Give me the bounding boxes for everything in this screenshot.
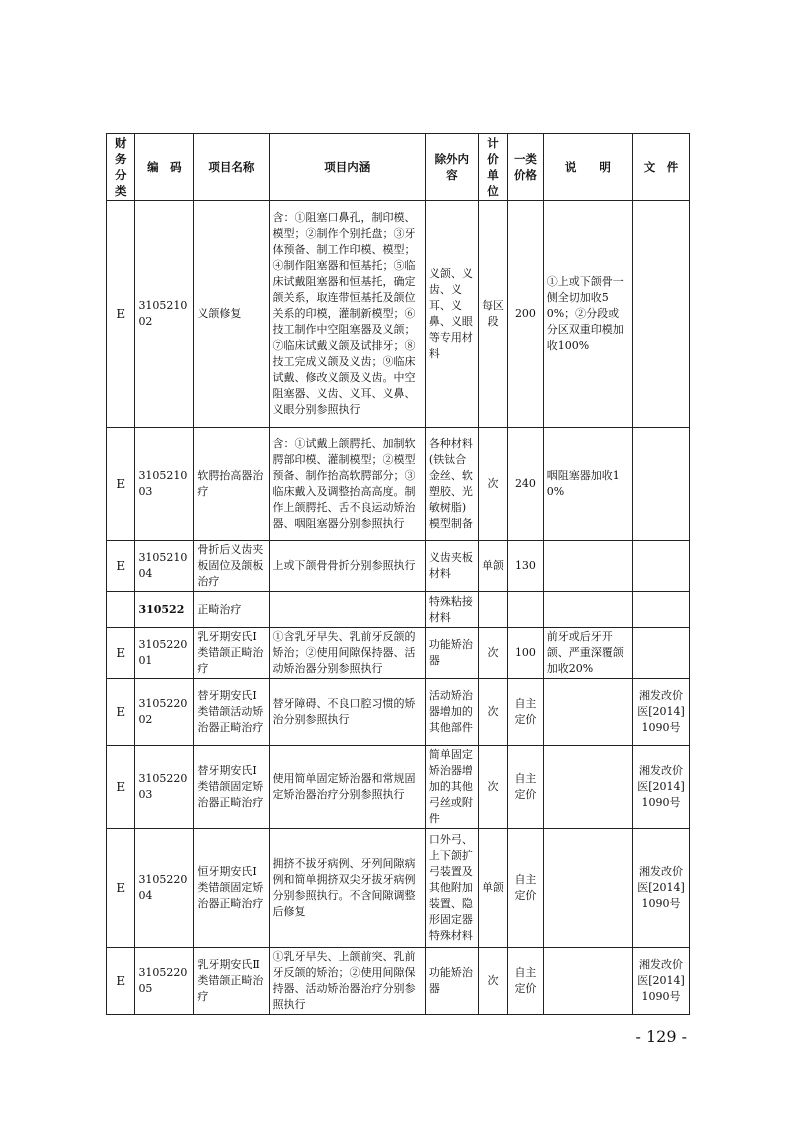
header-excl: 除外内容 (425, 134, 478, 201)
cell-content: 含：①阻塞口鼻孔，制印模、模型；②制作个别托盘；③牙体预备、制工作印模、模型；④制作阻塞器和恒基托；⑤临床试戴阻塞器和恒基托，确定颌关系，取连带恒基托及颌位关系的印模，灌制新模型；⑥技工制作中空阻塞器及义颌；⑦临床试戴义颌及试排牙；⑧技工完成义颌及义齿；⑨临床试戴、修改义颌及义齿。中空阻塞器、义齿、义耳、义鼻、义眼分别参照执行 (269, 201, 425, 428)
cell-price: 130 (508, 541, 544, 592)
cell-price: 自主定价 (508, 948, 544, 1015)
cell-price: 自主定价 (508, 746, 544, 829)
cell-excl: 特殊粘接材料 (425, 592, 478, 628)
header-unit: 计价单位 (478, 134, 507, 201)
header-price: 一类价格 (508, 134, 544, 201)
table-row (107, 201, 690, 428)
cell-doc (633, 201, 690, 428)
cell-content: 替牙障碍、不良口腔习惯的矫治分别参照执行 (269, 679, 425, 746)
cell-cat: E (107, 679, 135, 746)
cell-doc: 湘发改价医[2014]1090号 (633, 829, 690, 948)
cell-doc (633, 541, 690, 592)
cell-cat: E (107, 428, 135, 541)
cell-name: 骨折后义齿夹板固位及颌板治疗 (194, 541, 269, 592)
cell-excl: 各种材料(铁钛合金丝、软塑胶、光敏树脂)模型制备 (425, 428, 478, 541)
cell-excl: 功能矫治器 (425, 628, 478, 679)
page-number: - 129 - (635, 1027, 687, 1046)
cell-unit: 每区段 (478, 201, 507, 428)
cell-code: 310521003 (135, 428, 194, 541)
cell-excl: 活动矫治器增加的其他部件 (425, 679, 478, 746)
cell-note (543, 948, 632, 1015)
cell-unit: 次 (478, 948, 507, 1015)
table-row (107, 541, 690, 592)
header-code: 编 码 (135, 134, 194, 201)
cell-note (543, 746, 632, 829)
header-doc: 文 件 (633, 134, 690, 201)
cell-doc: 湘发改价医[2014]1090号 (633, 746, 690, 829)
cell-price: 自主定价 (508, 829, 544, 948)
cell-doc (633, 592, 690, 628)
cell-code: 310522 (135, 592, 194, 628)
cell-excl: 义齿夹板材料 (425, 541, 478, 592)
cell-unit: 次 (478, 746, 507, 829)
table-row (107, 592, 690, 628)
cell-cat: E (107, 948, 135, 1015)
cell-cat: E (107, 628, 135, 679)
header-cat: 财务分类 (107, 134, 135, 201)
cell-unit: 次 (478, 628, 507, 679)
header-note: 说 明 (543, 134, 632, 201)
cell-code: 310522001 (135, 628, 194, 679)
cell-excl: 功能矫治器 (425, 948, 478, 1015)
cell-note (543, 541, 632, 592)
cell-name: 软腭抬高器治疗 (194, 428, 269, 541)
header-content: 项目内涵 (269, 134, 425, 201)
cell-name: 乳牙期安氏Ⅰ类错颌正畸治疗 (194, 628, 269, 679)
cell-price (508, 592, 544, 628)
cell-price: 自主定价 (508, 679, 544, 746)
cell-name: 替牙期安氏Ⅰ类错颌固定矫治器正畸治疗 (194, 746, 269, 829)
table-row (107, 428, 690, 541)
cell-name: 恒牙期安氏Ⅰ类错颌固定矫治器正畸治疗 (194, 829, 269, 948)
cell-content: 含：①试戴上颌腭托、加制软腭部印模、灌制模型；②模型预备、制作抬高软腭部分；③临床戴入及调整抬高高度。制作上颌腭托、舌不良运动矫治器、咽阻塞器分别参照执行 (269, 428, 425, 541)
cell-note: 前牙或后牙开颌、严重深覆颌加收20% (543, 628, 632, 679)
cell-excl: 口外弓、上下颌扩弓装置及其他附加装置、隐形固定器特殊材料 (425, 829, 478, 948)
cell-code: 310521004 (135, 541, 194, 592)
cell-content: 上或下颌骨骨折分别参照执行 (269, 541, 425, 592)
cell-note (543, 829, 632, 948)
cell-unit (478, 592, 507, 628)
header-name: 项目名称 (194, 134, 269, 201)
table-row (107, 628, 690, 679)
cell-unit: 次 (478, 679, 507, 746)
cell-note (543, 679, 632, 746)
cell-content: ①乳牙早失、上颌前突、乳前牙反颌的矫治；②使用间隙保持器、活动矫治器治疗分别参照执行 (269, 948, 425, 1015)
cell-name: 替牙期安氏Ⅰ类错颌活动矫治器正畸治疗 (194, 679, 269, 746)
cell-name: 正畸治疗 (194, 592, 269, 628)
cell-name: 义颌修复 (194, 201, 269, 428)
fee-table (106, 133, 690, 1015)
cell-content: 使用简单固定矫治器和常规固定矫治器治疗分别参照执行 (269, 746, 425, 829)
cell-price: 240 (508, 428, 544, 541)
cell-doc: 湘发改价医[2014]1090号 (633, 679, 690, 746)
cell-unit: 次 (478, 428, 507, 541)
cell-unit: 单颌 (478, 829, 507, 948)
cell-code: 310522002 (135, 679, 194, 746)
cell-price: 100 (508, 628, 544, 679)
cell-code: 310522004 (135, 829, 194, 948)
cell-excl: 简单固定矫治器增加的其他弓丝或附件 (425, 746, 478, 829)
cell-content: 拥挤不拔牙病例、牙列间隙病例和简单拥挤双尖牙拔牙病例分别参照执行。不含间隙调整后修复 (269, 829, 425, 948)
cell-content (269, 592, 425, 628)
cell-cat: E (107, 829, 135, 948)
cell-cat (107, 592, 135, 628)
cell-unit: 单颌 (478, 541, 507, 592)
cell-doc (633, 428, 690, 541)
cell-note: ①上或下颌骨一侧全切加收50%；②分段或分区双重印模加收100% (543, 201, 632, 428)
header-row (107, 134, 690, 201)
cell-cat: E (107, 541, 135, 592)
table-row (107, 829, 690, 948)
cell-name: 乳牙期安氏Ⅱ类错颌正畸治疗 (194, 948, 269, 1015)
cell-price: 200 (508, 201, 544, 428)
cell-code: 310522005 (135, 948, 194, 1015)
cell-cat: E (107, 201, 135, 428)
cell-note: 咽阻塞器加收10% (543, 428, 632, 541)
cell-doc: 湘发改价医[2014]1090号 (633, 948, 690, 1015)
cell-doc (633, 628, 690, 679)
cell-excl: 义颌、义齿、义耳、义鼻、义眼等专用材料 (425, 201, 478, 428)
table-row (107, 679, 690, 746)
cell-note (543, 592, 632, 628)
cell-code: 310522003 (135, 746, 194, 829)
cell-content: ①含乳牙早失、乳前牙反颌的矫治；②使用间隙保持器、活动矫治器分别参照执行 (269, 628, 425, 679)
cell-cat: E (107, 746, 135, 829)
table-row (107, 948, 690, 1015)
cell-code: 310521002 (135, 201, 194, 428)
table-row (107, 746, 690, 829)
